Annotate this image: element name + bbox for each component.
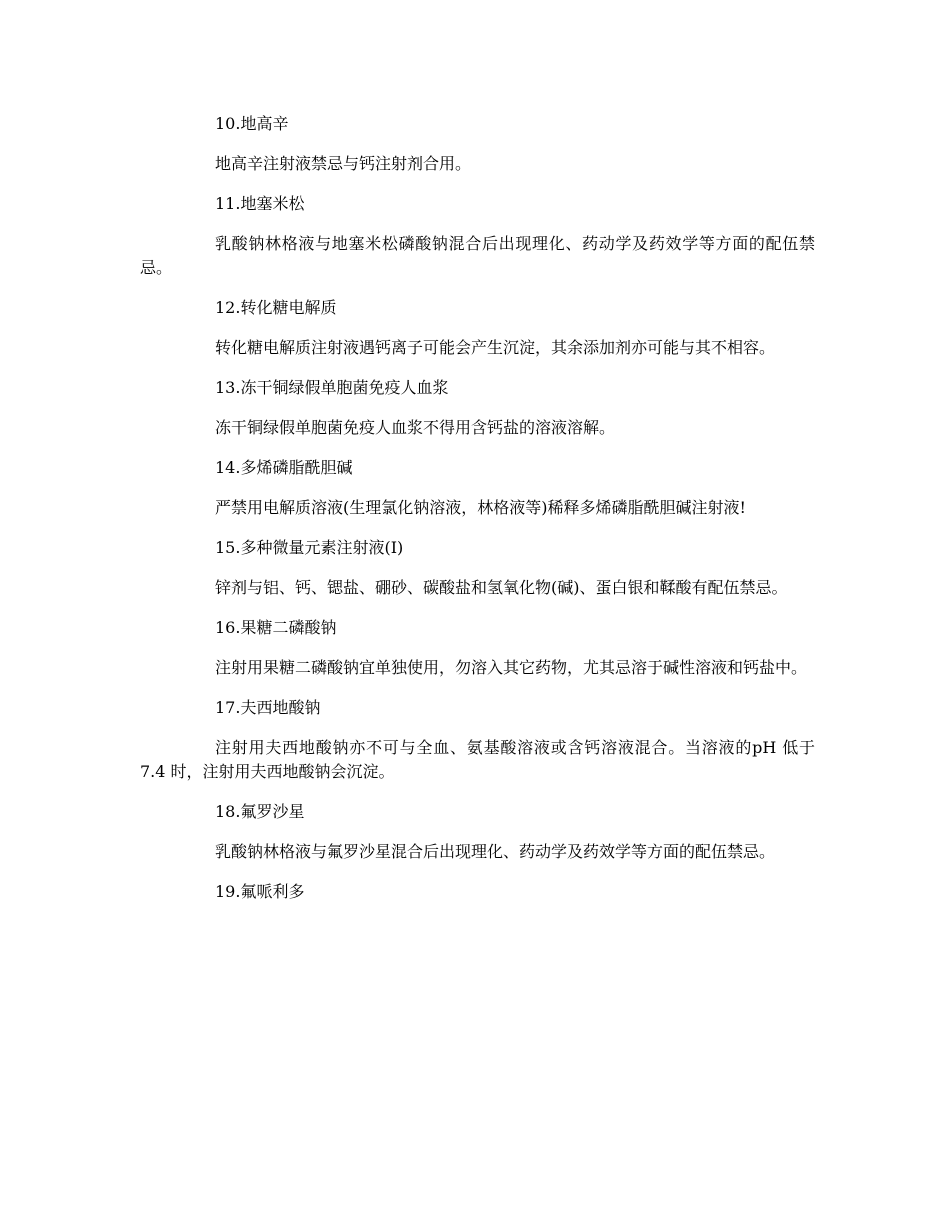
entry-heading: 15.多种微量元素注射液(Ⅰ): [215, 538, 404, 557]
entry-text: 地高辛注射液禁忌与钙注射剂合用。: [215, 154, 472, 173]
entry-text: 转化糖电解质注射液遇钙离子可能会产生沉淀，其余添加剂亦可能与其不相容。: [215, 338, 776, 357]
entry-16: [140, 616, 815, 680]
entry-12: [140, 296, 815, 360]
entry-text: 注射用夫西地酸钠亦不可与全血、氨基酸溶液或含钙溶液混合。当溶液的pH 低于 7.4 时，注射用夫西地酸钠会沉淀。: [140, 738, 815, 781]
entry-heading: 18.氟罗沙星: [215, 802, 305, 821]
entry-heading: 12.转化糖电解质: [215, 298, 337, 317]
document-body: [140, 112, 815, 920]
entry-text: 严禁用电解质溶液(生理氯化钠溶液，林格液等)稀释多烯磷脂酰胆碱注射液!: [215, 498, 746, 517]
entry-19: [140, 880, 815, 904]
entry-15: [140, 536, 815, 600]
entry-heading: 17.夫西地酸钠: [215, 698, 321, 717]
entry-text: 锌剂与铝、钙、锶盐、硼砂、碳酸盐和氢氧化物(碱)、蛋白银和鞣酸有配伍禁忌。: [215, 578, 788, 597]
entry-17: [140, 696, 815, 784]
entry-18: [140, 800, 815, 864]
entry-heading: 16.果糖二磷酸钠: [215, 618, 337, 637]
entry-14: [140, 456, 815, 520]
entry-heading: 13.冻干铜绿假单胞菌免疫人血浆: [215, 378, 449, 397]
entry-10: [140, 112, 815, 176]
entry-heading: 19.氟哌利多: [215, 882, 305, 901]
entry-text: 乳酸钠林格液与氟罗沙星混合后出现理化、药动学及药效学等方面的配伍禁忌。: [215, 842, 776, 861]
entry-text: 冻干铜绿假单胞菌免疫人血浆不得用含钙盐的溶液溶解。: [215, 418, 616, 437]
entry-13: [140, 376, 815, 440]
entry-heading: 10.地高辛: [215, 114, 289, 133]
entry-heading: 14.多烯磷脂酰胆碱: [215, 458, 353, 477]
entry-text: 乳酸钠林格液与地塞米松磷酸钠混合后出现理化、药动学及药效学等方面的配伍禁忌。: [140, 234, 815, 277]
entry-heading: 11.地塞米松: [215, 194, 305, 213]
entry-11: [140, 192, 815, 280]
entry-text: 注射用果糖二磷酸钠宜单独使用，勿溶入其它药物，尤其忌溶于碱性溶液和钙盐中。: [215, 658, 808, 677]
